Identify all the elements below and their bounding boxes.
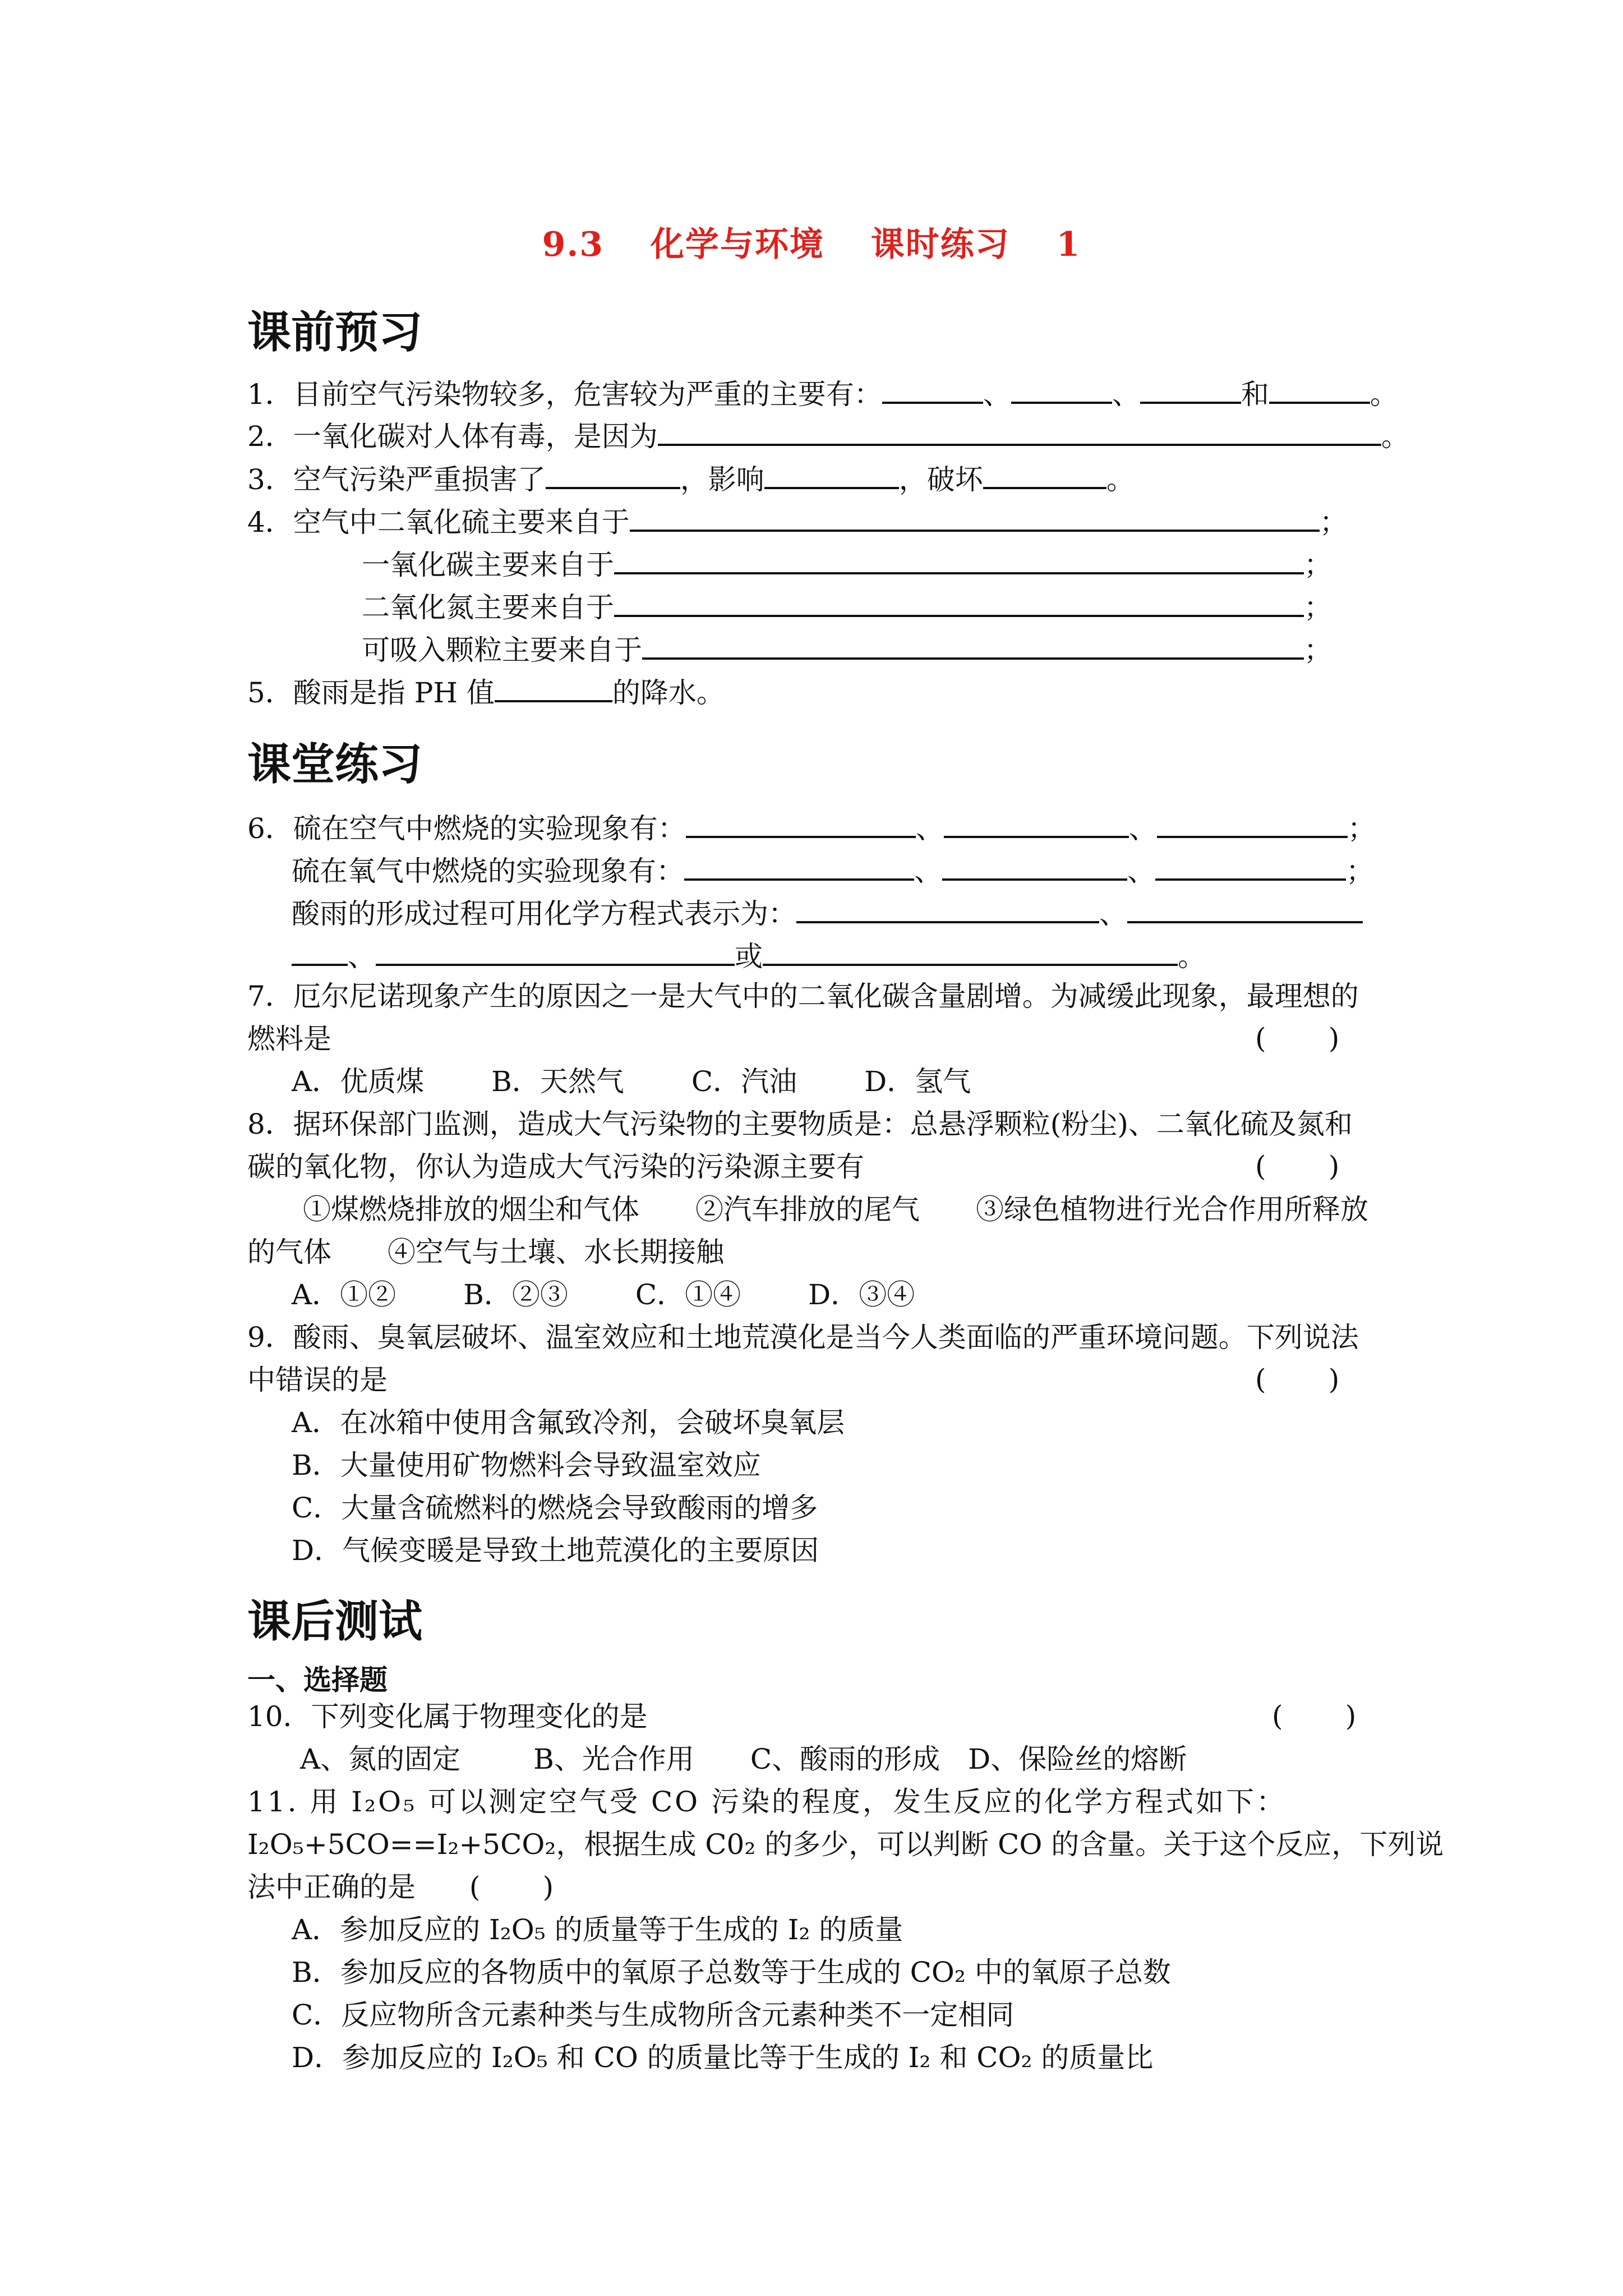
q1-text: 1．目前空气污染物较多，危害较为严重的主要有：	[247, 378, 882, 411]
sep: 、	[1128, 812, 1157, 845]
question-8: 8．据环保部门监测，造成大气污染物的主要物质是：总悬浮颗粒(粉尘)、二氧化硫及氮和	[247, 1108, 1353, 1140]
title-index: 1	[1056, 225, 1081, 264]
answer-blank[interactable]	[495, 673, 612, 702]
or: 或	[735, 940, 763, 973]
semicolon: ；	[1347, 812, 1376, 845]
semicolon: ；	[1319, 506, 1348, 539]
answer-blank[interactable]	[1127, 894, 1363, 923]
answer-blank[interactable]	[983, 460, 1106, 489]
answer-blank[interactable]	[1140, 375, 1241, 404]
q1-sep: 、	[983, 378, 1011, 411]
option-d[interactable]: D、保险丝的熔断	[968, 1743, 1187, 1775]
semicolon: ；	[1346, 855, 1374, 887]
answer-blank[interactable]	[796, 894, 1099, 923]
answer-blank[interactable]	[630, 503, 1320, 532]
answer-blank[interactable]	[1011, 375, 1112, 404]
question-8-options	[292, 1278, 982, 1312]
question-1	[247, 375, 1398, 411]
answer-blank[interactable]	[642, 631, 1304, 660]
subsection-multiple-choice: 一、选择题	[247, 1664, 388, 1696]
q4-text: 二氧化氮主要来自于	[362, 591, 614, 624]
option-c[interactable]: C．①④	[635, 1278, 741, 1311]
answer-blank[interactable]	[942, 852, 1127, 881]
question-4d	[362, 631, 1332, 667]
title-kind: 课时练习	[870, 225, 1010, 264]
answer-blank[interactable]	[686, 809, 916, 838]
option-a[interactable]: A、氮的固定	[300, 1743, 461, 1775]
answer-paren[interactable]: ( )	[1255, 1150, 1340, 1182]
question-10: 10．下列变化属于物理变化的是	[247, 1700, 648, 1733]
option-d[interactable]: D．参加反应的 I₂O₅ 和 CO 的质量比等于生成的 I₂ 和 CO₂ 的质量比	[292, 2041, 1154, 2074]
q6-text: 硫在氧气中燃烧的实验现象有：	[292, 855, 684, 887]
answer-paren[interactable]: ( )	[1255, 1363, 1340, 1396]
q6-text: 酸雨的形成过程可用化学方程式表示为：	[292, 898, 796, 930]
sep: 、	[915, 812, 944, 845]
q4-text: 4．空气中二氧化硫主要来自于	[247, 506, 630, 539]
q4-text: 一氧化碳主要来自于	[362, 549, 614, 581]
answer-blank[interactable]	[614, 588, 1304, 617]
option-d[interactable]: D．气候变暖是导致土地荒漠化的主要原因	[292, 1534, 819, 1567]
question-11-line2: I₂O₅+5CO==I₂+5CO₂，根据生成 C0₂ 的多少，可以判断 CO 的含量。关于这个反应，下列说	[247, 1828, 1444, 1861]
sep: 、	[1127, 855, 1155, 887]
answer-blank[interactable]	[614, 545, 1304, 574]
question-7: 7．厄尔尼诺现象产生的原因之一是大气中的二氧化碳含量剧增。为减缓此现象，最理想的	[247, 980, 1359, 1013]
question-8-line3: ①煤燃烧排放的烟尘和气体 ②汽车排放的尾气 ③绿色植物进行光合作用所释放	[303, 1193, 1368, 1226]
option-b[interactable]: B．大量使用矿物燃料会导致温室效应	[292, 1449, 761, 1481]
answer-blank[interactable]	[764, 460, 899, 489]
option-c[interactable]: C．反应物所含元素种类与生成物所含元素种类不一定相同	[292, 1999, 1015, 2031]
option-d[interactable]: D．氢气	[864, 1065, 971, 1098]
question-9: 9．酸雨、臭氧层破坏、温室效应和土地荒漠化是当今人类面临的严重环境问题。下列说法	[247, 1321, 1359, 1354]
answer-blank[interactable]	[658, 417, 1381, 446]
sep: 、	[348, 940, 376, 973]
question-8-line2: 碳的氧化物，你认为造成大气污染的污染源主要有	[247, 1151, 864, 1183]
question-7-line2: 燃料是	[247, 1023, 331, 1055]
option-b[interactable]: B．天然气	[491, 1065, 624, 1098]
question-10-options	[300, 1742, 1187, 1776]
question-6d	[292, 937, 1206, 973]
answer-blank[interactable]	[944, 809, 1129, 838]
q3-text: ，破坏	[898, 463, 983, 496]
answer-blank[interactable]	[1155, 852, 1346, 881]
option-c[interactable]: C、酸雨的形成	[750, 1743, 940, 1775]
semicolon: ；	[1304, 634, 1332, 666]
option-a[interactable]: A．参加反应的 I₂O₅ 的质量等于生成的 I₂ 的质量	[292, 1913, 903, 1946]
question-2	[247, 417, 1409, 453]
end: 。	[1178, 940, 1206, 973]
question-7-options	[292, 1065, 1038, 1098]
q2-text: 2．一氧化碳对人体有毒，是因为	[247, 420, 658, 453]
answer-paren[interactable]: ( )	[469, 1871, 554, 1903]
question-6b	[292, 852, 1374, 888]
semicolon: ；	[1304, 549, 1332, 581]
answer-blank[interactable]	[1269, 375, 1370, 404]
q2-end: 。	[1381, 420, 1409, 453]
semicolon: ；	[1304, 591, 1332, 624]
question-8-line4: 的气体 ④空气与土壤、水长期接触	[247, 1236, 724, 1268]
answer-blank[interactable]	[882, 375, 983, 404]
option-d[interactable]: D．③④	[808, 1278, 915, 1311]
answer-blank[interactable]	[684, 852, 914, 881]
question-11-line3	[247, 1870, 554, 1904]
q1-and: 和	[1241, 378, 1269, 411]
page-title	[0, 218, 1623, 266]
q11-text: 法中正确的是	[247, 1871, 416, 1903]
option-a[interactable]: A．在冰箱中使用含氟致冷剂，会破坏臭氧层	[292, 1406, 845, 1439]
sep: 、	[1099, 898, 1127, 930]
title-number: 9.3	[542, 225, 604, 264]
q1-sep: 、	[1112, 378, 1140, 411]
option-a[interactable]: A．①②	[292, 1278, 396, 1311]
answer-blank[interactable]	[376, 937, 735, 966]
option-b[interactable]: B．参加反应的各物质中的氧原子总数等于生成的 CO₂ 中的氧原子总数	[292, 1956, 1171, 1989]
question-5	[247, 673, 725, 710]
section-pre-study: 课前预习	[247, 307, 423, 358]
q4-text: 可吸入颗粒主要来自于	[362, 634, 642, 666]
q6-text: 6．硫在空气中燃烧的实验现象有：	[247, 812, 686, 845]
option-a[interactable]: A．优质煤	[292, 1065, 425, 1098]
section-post-test: 课后测试	[247, 1596, 423, 1647]
question-9-line2: 中错误的是	[247, 1364, 388, 1396]
answer-paren[interactable]: ( )	[1272, 1700, 1357, 1732]
answer-blank[interactable]	[763, 937, 1178, 966]
q1-end: 。	[1370, 378, 1398, 411]
question-4	[247, 503, 1348, 539]
q3-text: 3．空气污染严重损害了	[247, 463, 546, 496]
answer-blank[interactable]	[1157, 809, 1348, 838]
q3-end: 。	[1106, 463, 1135, 496]
section-class-practice: 课堂练习	[247, 739, 423, 790]
title-topic: 化学与环境	[650, 225, 824, 264]
option-b[interactable]: B．②③	[463, 1278, 568, 1311]
q3-text: ，影响	[680, 463, 764, 496]
question-6	[247, 809, 1376, 845]
option-c[interactable]: C．汽油	[691, 1065, 797, 1098]
question-11: 11. 用 I₂O₅ 可以测定空气受 CO 污染的程度，发生反应的化学方程式如下：	[247, 1786, 1287, 1818]
question-6c	[292, 894, 1363, 931]
answer-blank[interactable]	[292, 937, 348, 966]
option-b[interactable]: B、光合作用	[533, 1743, 694, 1775]
question-4b	[362, 545, 1332, 582]
answer-blank[interactable]	[546, 460, 680, 489]
question-4c	[362, 588, 1332, 624]
q5-text: 的降水。	[612, 677, 725, 709]
question-3	[247, 460, 1135, 496]
sep: 、	[914, 855, 942, 887]
q5-text: 5．酸雨是指 PH 值	[247, 677, 495, 709]
answer-paren[interactable]: ( )	[1255, 1022, 1340, 1055]
option-c[interactable]: C．大量含硫燃料的燃烧会导致酸雨的增多	[292, 1492, 818, 1524]
